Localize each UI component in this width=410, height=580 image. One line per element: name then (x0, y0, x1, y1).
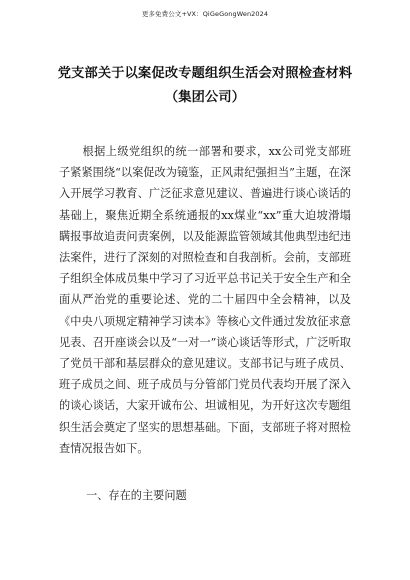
document-subtitle: （集团公司） (164, 90, 246, 105)
body-paragraph: 根据上级党组织的统一部署和要求，xx公司党支部班子紧紧围绕“以案促改为镜鉴，正风肃纪强担当”主题，在深入开展学习教育、广泛征求意见建议、普遍进行谈心谈话的基础上，聚焦近期全系统通报的xx煤业“xx”重大迫坡滑塌瞒报事故追责问责案例，以及能源监管领域其他典型违纪违法案件，进行了深刻的对照检查和自我剖析。会前，支部班子组织全体成员集中学习了习近平总书记关于安全生产和全面从严治党的重要论述、党的二十届四中全会精神，以及《中央八项规定精神学习读本》等核心文件通过发放征求意见表、召开座谈会以及“一对一”谈心谈话等形式，广泛听取了党员干部和基层群众的意见建议。支部书记与班子成员、班子成员之间、班子成员与分管部门党员代表均开展了深入的谈心谈话，大家开诚布公、坦诚相见，为开好这次专题组织生活会奠定了坚实的思想基础。下面，支部班子将对照检查情况报告如下。 (59, 145, 351, 455)
document-title: 党支部关于以案促改专题组织生活会对照检查材料 (57, 66, 353, 81)
section-heading: 一、存在的主要问题 (86, 489, 187, 502)
header-note: 更多免费公文+VX：QiGeGongWen2024 (141, 10, 269, 18)
title-block (40, 62, 370, 110)
document-body (59, 141, 351, 459)
